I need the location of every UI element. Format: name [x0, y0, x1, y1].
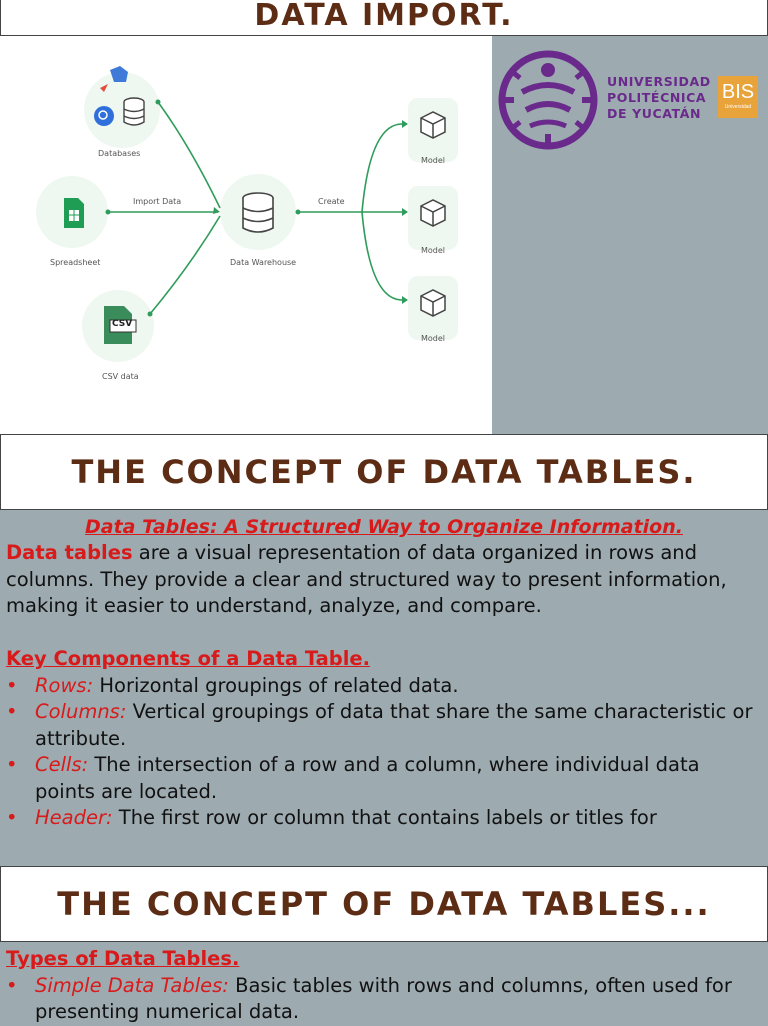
component-term: Header:	[35, 806, 113, 829]
university-emblem-icon	[496, 48, 600, 152]
university-name-line3: DE YUCATÁN	[607, 106, 702, 121]
model-label-1: Model	[421, 156, 446, 165]
slide3-content	[6, 946, 762, 1026]
list-item	[6, 973, 762, 1026]
component-term: Columns:	[35, 700, 127, 723]
slide2-subtitle: Data Tables: A Structured Way to Organize Information.	[85, 516, 683, 538]
connector-csv	[150, 216, 220, 314]
connector-model-3	[362, 212, 402, 300]
spreadsheet-label: Spreadsheet	[50, 258, 101, 267]
component-desc: Vertical groupings of data that share the same characteristic or attribute.	[35, 700, 753, 750]
csv-data-label: CSV data	[102, 372, 139, 381]
bullet: •	[6, 700, 18, 723]
spreadsheet-icon	[64, 198, 84, 228]
slide-title-data-import: DATA IMPORT.	[0, 0, 768, 36]
intro-text: are a visual representation of data organized in rows and columns. They provide a clear and structured way to present information, making it easier to understand, analyze, and compare.	[6, 541, 727, 617]
list-item	[6, 752, 762, 805]
types-heading: Types of Data Tables.	[6, 947, 240, 970]
model-label-3: Model	[421, 334, 446, 343]
bis-badge-subtext: Universidad	[724, 104, 752, 110]
csv-badge-text: CSV	[112, 319, 133, 329]
component-term: Rows:	[35, 673, 94, 697]
bullet: •	[6, 806, 18, 829]
slide-title-concept-data-tables-continued: THE CONCEPT OF DATA TABLES...	[0, 866, 768, 942]
databases-label: Databases	[98, 149, 141, 158]
type-desc: Basic tables with rows and columns, often used for presenting numerical data.	[35, 973, 732, 1023]
import-data-label: Import Data	[133, 197, 182, 206]
bullet: •	[6, 673, 18, 697]
connector-databases	[158, 102, 220, 208]
model-label-2: Model	[421, 246, 446, 255]
type-term: Simple Data Tables:	[35, 973, 229, 997]
bigquery-icon	[94, 106, 114, 126]
list-item	[6, 673, 762, 700]
diagram-graphics	[0, 36, 492, 434]
data-import-diagram	[0, 36, 492, 434]
component-desc: The first row or column that contains labels or titles for	[112, 806, 657, 829]
slide-title-concept-data-tables: THE CONCEPT OF DATA TABLES.	[0, 434, 768, 510]
component-desc: The intersection of a row and a column, where individual data points are located.	[35, 753, 700, 803]
bullet: •	[6, 753, 18, 776]
component-desc: Horizontal groupings of related data.	[93, 673, 459, 697]
intro-bold-term: Data tables	[6, 541, 133, 564]
db-cylinder-icon	[124, 98, 144, 125]
connector-model-1	[362, 124, 402, 212]
list-item	[6, 699, 762, 752]
university-name-line1: UNIVERSIDAD	[607, 74, 711, 89]
blank-line	[6, 620, 762, 647]
create-label: Create	[318, 197, 345, 206]
bis-badge-text: BIS	[721, 81, 755, 103]
university-name-line2: POLITÉCNICA	[607, 90, 707, 105]
data-warehouse-label: Data Warehouse	[230, 258, 297, 267]
slide2-content	[6, 514, 762, 832]
component-term: Cells:	[35, 753, 89, 776]
intro-paragraph	[6, 540, 762, 620]
bis-badge	[718, 76, 758, 118]
list-item	[6, 805, 762, 832]
databases-node-bg	[84, 72, 160, 148]
bullet: •	[6, 973, 18, 997]
types-list	[6, 973, 762, 1026]
components-heading: Key Components of a Data Table.	[6, 647, 371, 670]
components-list	[6, 673, 762, 832]
data-warehouse-icon	[243, 193, 273, 232]
